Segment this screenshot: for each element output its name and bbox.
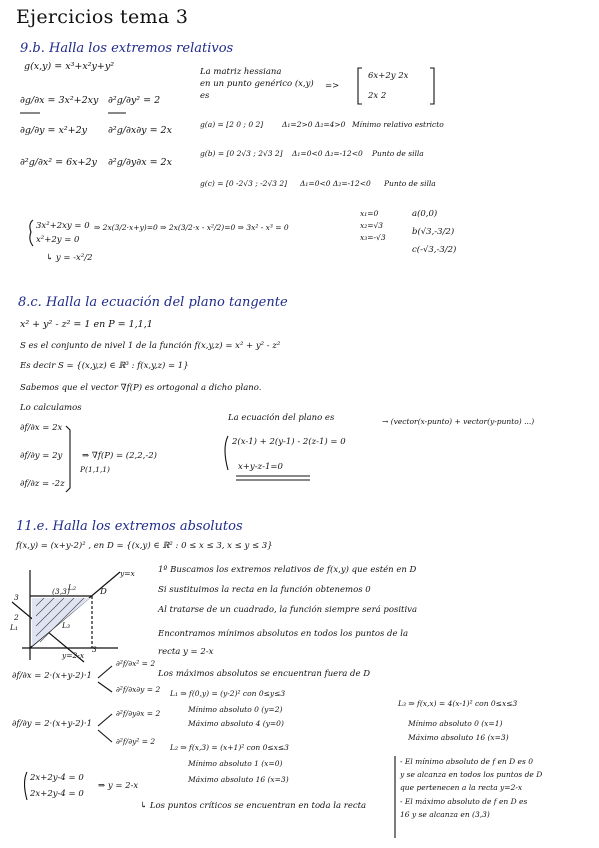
root-2: x₂=√3 — [360, 221, 384, 230]
fig-label-L3: L₃ — [62, 621, 70, 630]
point-c: c(-√3,-3/2) — [412, 245, 457, 255]
L1-head: L₁ ⇒ f(0,y) = (y-2)² con 0≤y≤3 — [170, 689, 286, 698]
problem-9b-function: g(x,y) = x³+x²y+y² — [24, 61, 115, 72]
fig-label-y2: 2 — [14, 613, 19, 622]
second-fxy: ∂²f/∂x∂y = 2 — [116, 685, 161, 694]
system-eq-3: ↳ y = -x²/2 — [46, 253, 93, 263]
hessian-left-bracket — [358, 68, 362, 104]
system-eq-2: x²+2y = 0 — [36, 235, 80, 245]
problem-11e-heading: 11.e. Halla los extremos absolutos — [16, 519, 243, 534]
hessian-row-2: 2x 2 — [368, 91, 387, 101]
partial-fz: ∂f/∂z = -2z — [20, 479, 65, 489]
plane-brace — [225, 436, 228, 470]
L1-min: Mínimo absoluto 0 (y=2) — [188, 705, 283, 714]
L1-max: Máximo absoluto 4 (y=0) — [188, 719, 284, 728]
arrow — [98, 666, 112, 678]
problem-8c-heading: 8.c. Halla la ecuación del plano tangente — [18, 295, 288, 310]
L3-min: Mínimo absoluto 0 (x=1) — [408, 719, 503, 728]
problem-8c-line-3: Sabemos que el vector ∇f(P) es ortogonal a dicho plano. — [20, 383, 262, 393]
hessian-right-bracket — [430, 68, 434, 104]
gradient-point: P(1,1,1) — [80, 465, 110, 474]
problem-8c-line-4: Lo calculamos — [20, 403, 82, 413]
hessian-arrow: => — [325, 81, 340, 91]
summary-4: - El máximo absoluto de f en D es — [400, 797, 528, 806]
hessian-row-1: 6x+2y 2x — [368, 71, 409, 81]
plane-final: x+y-z-1=0 — [238, 462, 283, 472]
summary-5: 16 y se alcanza en (3,3) — [400, 810, 490, 819]
note-5: recta y = 2-x — [158, 647, 214, 657]
eval-a-det: Δ₁=2>0 Δ₂=4>0 — [282, 120, 346, 129]
page-title: Ejercicios tema 3 — [16, 6, 189, 28]
L2-max: Máximo absoluto 16 (x=3) — [188, 775, 289, 784]
eval-a-result: Mínimo relativo estricto — [352, 120, 444, 129]
eval-b-matrix: g(b) = [0 2√3 ; 2√3 2] — [200, 149, 283, 158]
root-1: x₁=0 — [360, 209, 379, 218]
eval-b-result: Punto de silla — [372, 149, 424, 158]
partials-bracket — [66, 426, 70, 492]
eval-a-matrix: g(a) = [2 0 ; 0 2] — [200, 120, 264, 129]
second-fyx: ∂²f/∂y∂x = 2 — [116, 709, 161, 718]
plane-note: → (vector(x-punto) + vector(y-punto) ...) — [382, 417, 535, 426]
note-4: Encontramos mínimos absolutos en todos los puntos de la — [158, 629, 409, 639]
point-b: b(√3,-3/2) — [412, 227, 455, 237]
fig-label-y3: 3 — [14, 593, 19, 602]
eval-b-det: Δ₁=0<0 Δ₂=-12<0 — [292, 149, 363, 158]
arrow — [98, 730, 112, 742]
L3-head: L₃ ⇒ f(x,x) = 4(x-1)² con 0≤x≤3 — [398, 699, 518, 708]
fig-label-L1: L₁ — [10, 623, 18, 632]
hessian-intro-1: La matriz hessiana — [200, 67, 282, 77]
fig-label-yx: y=x — [120, 569, 135, 578]
summary-3: que pertenecen a la recta y=2-x — [400, 783, 523, 792]
system-11-result: ⇒ y = 2-x — [98, 781, 139, 791]
plane-intro: La ecuación del plano es — [228, 413, 335, 423]
derivative-gyy: ∂²g/∂y² = 2 — [108, 95, 161, 106]
partial-11-fx: ∂f/∂x = 2·(x+y-2)·1 — [12, 671, 92, 681]
summary-1: - El mínimo absoluto de f en D es 0 — [400, 757, 533, 766]
arrow — [98, 682, 112, 692]
problem-8c-equation: x² + y² - z² = 1 en P = 1,1,1 — [20, 319, 153, 330]
L3-max: Máximo absoluto 16 (x=3) — [408, 733, 509, 742]
L2-min: Mínimo absoluto 1 (x=0) — [188, 759, 283, 768]
fig-label-x3: 3 — [92, 645, 97, 654]
note-1: 1º Buscamos los extremos relativos de f(x,y) que estén en D — [158, 565, 417, 575]
second-fyy: ∂²f/∂y² = 2 — [116, 737, 156, 746]
problem-8c-line-2: Es decir S = {(x,y,z) ∈ ℝ³ : f(x,y,z) = 1} — [20, 361, 189, 371]
hessian-intro-3: es — [200, 91, 210, 101]
problem-9b-heading: 9.b. Halla los extremos relativos — [20, 41, 234, 56]
summary-2: y se alcanza en todos los puntos de D — [400, 770, 543, 779]
system-eq-1: 3x²+2xy = 0 — [36, 221, 90, 231]
system-brace — [30, 220, 33, 246]
eval-c-result: Punto de silla — [384, 179, 436, 188]
system-11-brace — [25, 772, 28, 800]
system-solution: ⇒ 2x(3/2·x+y)=0 ⇒ 2x(3/2·x - x²/2)=0 ⇒ 3x² - x³ = 0 — [94, 223, 289, 232]
derivative-gy: ∂g/∂y = x²+2y — [20, 125, 88, 136]
fig-label-D: D — [100, 587, 107, 597]
partial-fx: ∂f/∂x = 2x — [20, 423, 63, 433]
partial-11-fy: ∂f/∂y = 2·(x+y-2)·1 — [12, 719, 92, 729]
gradient-result: ⇒ ∇f(P) = (2,2,-2) — [82, 451, 157, 461]
system-11-eq-1: 2x+2y-4 = 0 — [30, 773, 84, 783]
system-11-eq-2: 2x+2y-4 = 0 — [30, 789, 84, 799]
problem-11e-function: f(x,y) = (x+y-2)² , en D = {(x,y) ∈ ℝ² : 0 ≤ x ≤ 3, x ≤ y ≤ 3} — [16, 541, 273, 551]
point-a: a(0,0) — [412, 209, 438, 219]
root-3: x₃=-√3 — [360, 233, 386, 242]
hessian-intro-2: en un punto genérico (x,y) — [200, 79, 314, 89]
derivative-gx: ∂g/∂x = 3x²+2xy — [20, 95, 99, 106]
fig-label-y2x: y=2-x — [62, 651, 85, 660]
derivative-gxy: ∂²g/∂x∂y = 2x — [108, 125, 172, 136]
arrow — [98, 714, 112, 726]
eval-c-det: Δ₁=0<0 Δ₂=-12<0 — [300, 179, 371, 188]
L2-head: L₂ ⇒ f(x,3) = (x+1)² con 0≤x≤3 — [170, 743, 289, 752]
derivative-gxx: ∂²g/∂x² = 6x+2y — [20, 157, 97, 168]
note-2: Si sustituimos la recta en la función obtenemos 0 — [158, 585, 371, 595]
fig-label-L2: L₂ — [68, 583, 76, 592]
second-fxx: ∂²f/∂x² = 2 — [116, 659, 156, 668]
fig-label-33: (3,3) — [52, 587, 70, 596]
partial-fy: ∂f/∂y = 2y — [20, 451, 63, 461]
problem-8c-line-1: S es el conjunto de nivel 1 de la función f(x,y,z) = x² + y² - z² — [20, 341, 281, 351]
derivative-gyx: ∂²g/∂y∂x = 2x — [108, 157, 172, 168]
critical-note: ↳ Los puntos críticos se encuentran en toda la recta — [140, 801, 367, 811]
note-6: Los máximos absolutos se encuentran fuera de D — [158, 669, 371, 679]
note-3: Al tratarse de un cuadrado, la función siempre será positiva — [158, 605, 418, 615]
eval-c-matrix: g(c) = [0 -2√3 ; -2√3 2] — [200, 179, 288, 188]
domain-figure — [12, 570, 120, 662]
plane-equation: 2(x-1) + 2(y-1) - 2(z-1) = 0 — [232, 437, 346, 447]
